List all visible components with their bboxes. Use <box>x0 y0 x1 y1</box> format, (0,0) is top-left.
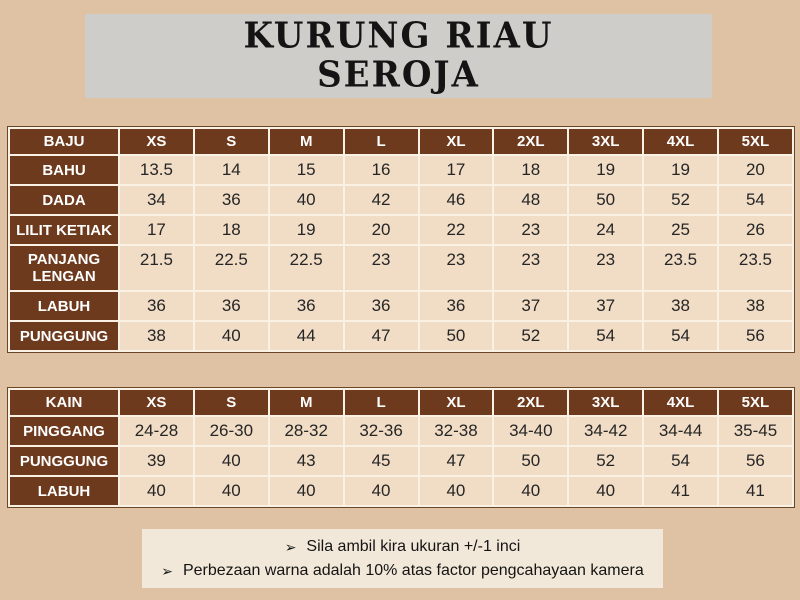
size-value-cell: 47 <box>344 321 419 351</box>
title-box <box>85 14 712 98</box>
size-value-cell: 20 <box>718 155 793 185</box>
size-value-cell: 56 <box>718 321 793 351</box>
size-value-cell: 24-28 <box>119 416 194 446</box>
size-column-header: XL <box>419 128 494 155</box>
size-value-cell: 34-44 <box>643 416 718 446</box>
measurement-row <box>9 416 793 446</box>
kain-size-table <box>8 388 794 507</box>
kain-size-table-container <box>8 388 792 507</box>
size-value-cell: 52 <box>493 321 568 351</box>
title-line-1: KURUNG RIAU <box>243 14 554 57</box>
size-column-header: XL <box>419 389 494 416</box>
size-column-header: M <box>269 128 344 155</box>
size-value-cell: 22.5 <box>269 245 344 291</box>
baju-size-table-container <box>8 127 792 352</box>
size-column-header: M <box>269 389 344 416</box>
size-value-cell: 36 <box>344 291 419 321</box>
size-value-cell: 50 <box>568 185 643 215</box>
size-value-cell: 21.5 <box>119 245 194 291</box>
size-value-cell: 52 <box>568 446 643 476</box>
size-value-cell: 40 <box>194 321 269 351</box>
size-value-cell: 40 <box>269 476 344 506</box>
size-value-cell: 40 <box>344 476 419 506</box>
size-value-cell: 37 <box>568 291 643 321</box>
size-value-cell: 43 <box>269 446 344 476</box>
size-column-header: 3XL <box>568 128 643 155</box>
size-value-cell: 19 <box>568 155 643 185</box>
size-value-cell: 20 <box>344 215 419 245</box>
size-value-cell: 41 <box>718 476 793 506</box>
size-value-cell: 36 <box>419 291 494 321</box>
size-value-cell: 41 <box>643 476 718 506</box>
size-value-cell: 50 <box>419 321 494 351</box>
size-value-cell: 23 <box>419 245 494 291</box>
measurement-row <box>9 291 793 321</box>
size-column-header: 3XL <box>568 389 643 416</box>
size-value-cell: 34-40 <box>493 416 568 446</box>
size-value-cell: 22.5 <box>194 245 269 291</box>
size-value-cell: 40 <box>419 476 494 506</box>
size-value-cell: 26-30 <box>194 416 269 446</box>
row-label: LABUH <box>9 291 119 321</box>
row-label: BAHU <box>9 155 119 185</box>
baju-size-table <box>8 127 794 352</box>
size-value-cell: 15 <box>269 155 344 185</box>
size-column-header: 5XL <box>718 389 793 416</box>
header-row <box>9 389 793 416</box>
measurement-row <box>9 321 793 351</box>
size-value-cell: 18 <box>194 215 269 245</box>
size-value-cell: 23 <box>493 245 568 291</box>
size-value-cell: 16 <box>344 155 419 185</box>
size-column-header: L <box>344 128 419 155</box>
measurement-row <box>9 245 793 291</box>
size-value-cell: 54 <box>568 321 643 351</box>
measurement-row <box>9 215 793 245</box>
size-column-header: 2XL <box>493 389 568 416</box>
size-value-cell: 50 <box>493 446 568 476</box>
row-label: DADA <box>9 185 119 215</box>
size-value-cell: 48 <box>493 185 568 215</box>
kain-table-title-cell: KAIN <box>9 389 119 416</box>
size-value-cell: 25 <box>643 215 718 245</box>
size-column-header: 5XL <box>718 128 793 155</box>
size-value-cell: 38 <box>718 291 793 321</box>
size-column-header: 2XL <box>493 128 568 155</box>
size-value-cell: 54 <box>718 185 793 215</box>
size-value-cell: 38 <box>643 291 718 321</box>
size-value-cell: 40 <box>194 476 269 506</box>
row-label: LABUH <box>9 476 119 506</box>
size-value-cell: 26 <box>718 215 793 245</box>
size-value-cell: 19 <box>643 155 718 185</box>
size-value-cell: 40 <box>493 476 568 506</box>
baju-table-title-cell: BAJU <box>9 128 119 155</box>
size-value-cell: 34-42 <box>568 416 643 446</box>
size-value-cell: 40 <box>194 446 269 476</box>
header-row <box>9 128 793 155</box>
size-value-cell: 54 <box>643 321 718 351</box>
size-value-cell: 56 <box>718 446 793 476</box>
size-value-cell: 36 <box>194 291 269 321</box>
size-value-cell: 14 <box>194 155 269 185</box>
notes-box <box>142 529 663 588</box>
size-value-cell: 32-36 <box>344 416 419 446</box>
note-item <box>161 560 643 582</box>
size-value-cell: 19 <box>269 215 344 245</box>
size-value-cell: 23 <box>344 245 419 291</box>
size-column-header: L <box>344 389 419 416</box>
size-value-cell: 46 <box>419 185 494 215</box>
arrow-bullet-icon: ➢ <box>161 562 173 579</box>
size-value-cell: 28-32 <box>269 416 344 446</box>
size-value-cell: 36 <box>269 291 344 321</box>
size-value-cell: 23.5 <box>718 245 793 291</box>
measurement-row <box>9 185 793 215</box>
row-label: PUNGGUNG <box>9 321 119 351</box>
size-value-cell: 40 <box>568 476 643 506</box>
note-item <box>285 536 521 558</box>
size-value-cell: 36 <box>194 185 269 215</box>
note-text: Sila ambil kira ukuran +/-1 inci <box>306 537 521 555</box>
size-value-cell: 40 <box>269 185 344 215</box>
size-value-cell: 17 <box>419 155 494 185</box>
size-value-cell: 36 <box>119 291 194 321</box>
row-label: LILIT KETIAK <box>9 215 119 245</box>
size-value-cell: 24 <box>568 215 643 245</box>
arrow-bullet-icon: ➢ <box>284 538 297 555</box>
note-text: Perbezaan warna adalah 10% atas factor pengcahayaan kamera <box>182 561 644 579</box>
size-column-header: 4XL <box>643 389 718 416</box>
measurement-row <box>9 476 793 506</box>
size-value-cell: 13.5 <box>119 155 194 185</box>
size-value-cell: 37 <box>493 291 568 321</box>
size-column-header: S <box>194 128 269 155</box>
size-value-cell: 52 <box>643 185 718 215</box>
size-value-cell: 32-38 <box>419 416 494 446</box>
row-label: PUNGGUNG <box>9 446 119 476</box>
size-value-cell: 47 <box>419 446 494 476</box>
size-value-cell: 40 <box>119 476 194 506</box>
size-column-header: XS <box>119 128 194 155</box>
size-value-cell: 42 <box>344 185 419 215</box>
size-value-cell: 34 <box>119 185 194 215</box>
size-value-cell: 44 <box>269 321 344 351</box>
row-label: PANJANG LENGAN <box>9 245 119 291</box>
size-value-cell: 38 <box>119 321 194 351</box>
measurement-row <box>9 155 793 185</box>
row-label: PINGGANG <box>9 416 119 446</box>
size-value-cell: 39 <box>119 446 194 476</box>
size-value-cell: 23.5 <box>643 245 718 291</box>
size-value-cell: 17 <box>119 215 194 245</box>
size-value-cell: 45 <box>344 446 419 476</box>
size-value-cell: 35-45 <box>718 416 793 446</box>
size-value-cell: 54 <box>643 446 718 476</box>
size-column-header: XS <box>119 389 194 416</box>
size-column-header: 4XL <box>643 128 718 155</box>
title-line-2: SEROJA <box>317 53 480 96</box>
size-value-cell: 23 <box>568 245 643 291</box>
size-value-cell: 18 <box>493 155 568 185</box>
size-value-cell: 23 <box>493 215 568 245</box>
size-value-cell: 22 <box>419 215 494 245</box>
size-column-header: S <box>194 389 269 416</box>
measurement-row <box>9 446 793 476</box>
